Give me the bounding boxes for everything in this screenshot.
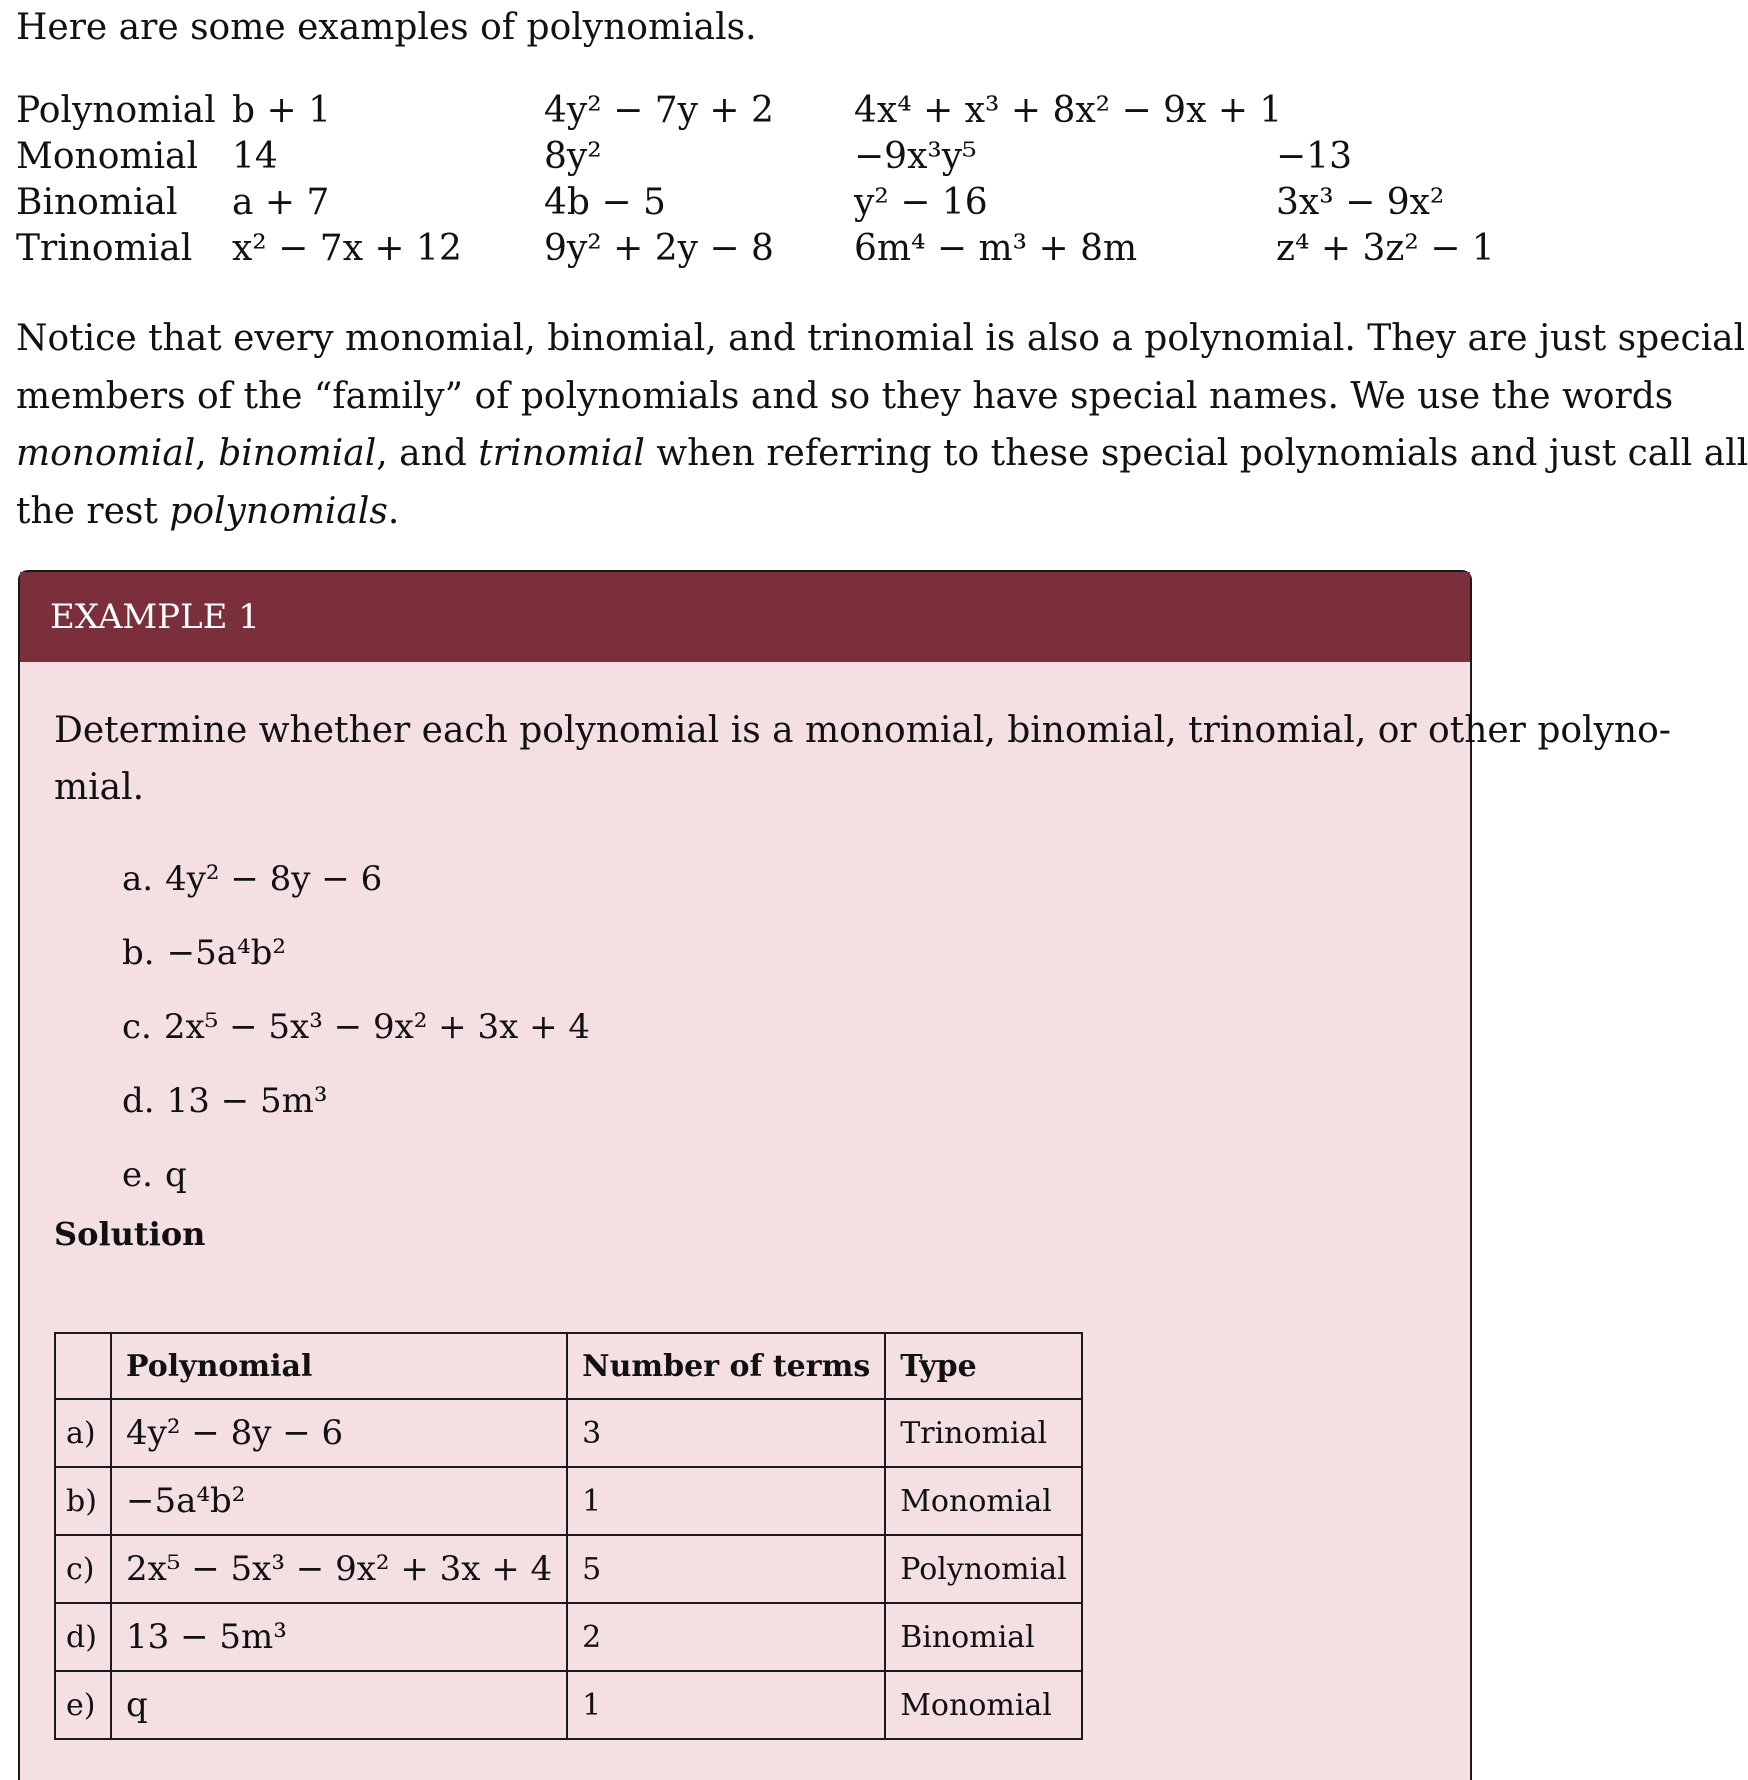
list-item: a. 4y² − 8y − 6: [122, 859, 383, 899]
example-cell: −9x³y⁵: [854, 136, 977, 177]
column-header: Type: [885, 1333, 1081, 1399]
example-cell: −13: [1276, 136, 1352, 177]
term-polynomials: polynomials: [169, 490, 388, 532]
column-header: [55, 1333, 111, 1399]
list-item: d. 13 − 5m³: [122, 1081, 328, 1121]
table-row: a) 4y² − 8y − 6 3 Trinomial: [55, 1399, 1082, 1467]
example-cell: z⁴ + 3z² − 1: [1276, 228, 1495, 269]
notice-line: members of the “family” of polynomials and so they have special names. We use the words: [16, 375, 1674, 417]
item-expression: 13 − 5m³: [166, 1081, 328, 1121]
table-row: b) −5a⁴b² 1 Monomial: [55, 1467, 1082, 1535]
row-label: Monomial: [16, 136, 199, 177]
example-cell: 4b − 5: [544, 182, 666, 223]
example-cell: 8y²: [544, 136, 602, 177]
table-row: d) 13 − 5m³ 2 Binomial: [55, 1603, 1082, 1671]
example-box: [18, 570, 1671, 1780]
example-items-list: [122, 842, 590, 1212]
list-item: b. −5a⁴b²: [122, 933, 286, 973]
solution-table: [54, 1332, 1083, 1740]
column-header: Number of terms: [567, 1333, 885, 1399]
example-cell: x² − 7x + 12: [232, 228, 462, 269]
list-item: e. q: [122, 1155, 187, 1195]
row-label: Trinomial: [16, 228, 193, 269]
table-row: e) q 1 Monomial: [55, 1671, 1082, 1739]
example-cell: y² − 16: [854, 182, 988, 223]
example-cell: 6m⁴ − m³ + 8m: [854, 228, 1138, 269]
notice-line: Notice that every monomial, binomial, and trinomial is also a polynomial. They are just special: [16, 318, 1746, 359]
example-prompt: [54, 702, 1671, 816]
notice-line: monomial, binomial, and trinomial when referring to these special polynomials and just call all: [16, 433, 1748, 474]
example-cell: b + 1: [232, 90, 331, 131]
solution-heading: Solution: [54, 1215, 206, 1253]
example-cell: 4x⁴ + x³ + 8x² − 9x + 1: [854, 90, 1283, 131]
item-expression: 4y² − 8y − 6: [165, 859, 383, 899]
notice-paragraph: [16, 310, 1748, 540]
row-label: Binomial: [16, 182, 178, 223]
item-expression: 2x⁵ − 5x³ − 9x² + 3x + 4: [163, 1007, 591, 1047]
term-monomial: monomial: [16, 433, 196, 474]
list-item: c. 2x⁵ − 5x³ − 9x² + 3x + 4: [122, 1007, 591, 1047]
prompt-line: Determine whether each polynomial is a monomial, binomial, trinomial, or other polyno-: [54, 710, 1671, 751]
notice-line: the rest polynomials.: [16, 490, 400, 532]
table-row: c) 2x⁵ − 5x³ − 9x² + 3x + 4 5 Polynomial: [55, 1535, 1082, 1603]
item-expression: q: [164, 1155, 187, 1195]
example-cell: a + 7: [232, 182, 330, 223]
term-binomial: binomial: [218, 433, 377, 474]
term-trinomial: trinomial: [478, 433, 645, 474]
example-cell: 4y² − 7y + 2: [544, 90, 774, 131]
example-cell: 14: [232, 136, 278, 177]
column-header: Polynomial: [111, 1333, 567, 1399]
example-cell: 3x³ − 9x²: [1276, 182, 1445, 223]
item-expression: −5a⁴b²: [166, 933, 286, 973]
prompt-line: mial.: [54, 767, 145, 808]
table-header-row: [55, 1333, 1082, 1399]
intro-text: Here are some examples of polynomials.: [16, 7, 757, 48]
example-header: EXAMPLE 1: [20, 572, 1470, 662]
example-cell: 9y² + 2y − 8: [544, 228, 774, 269]
row-label: Polynomial: [16, 90, 216, 131]
